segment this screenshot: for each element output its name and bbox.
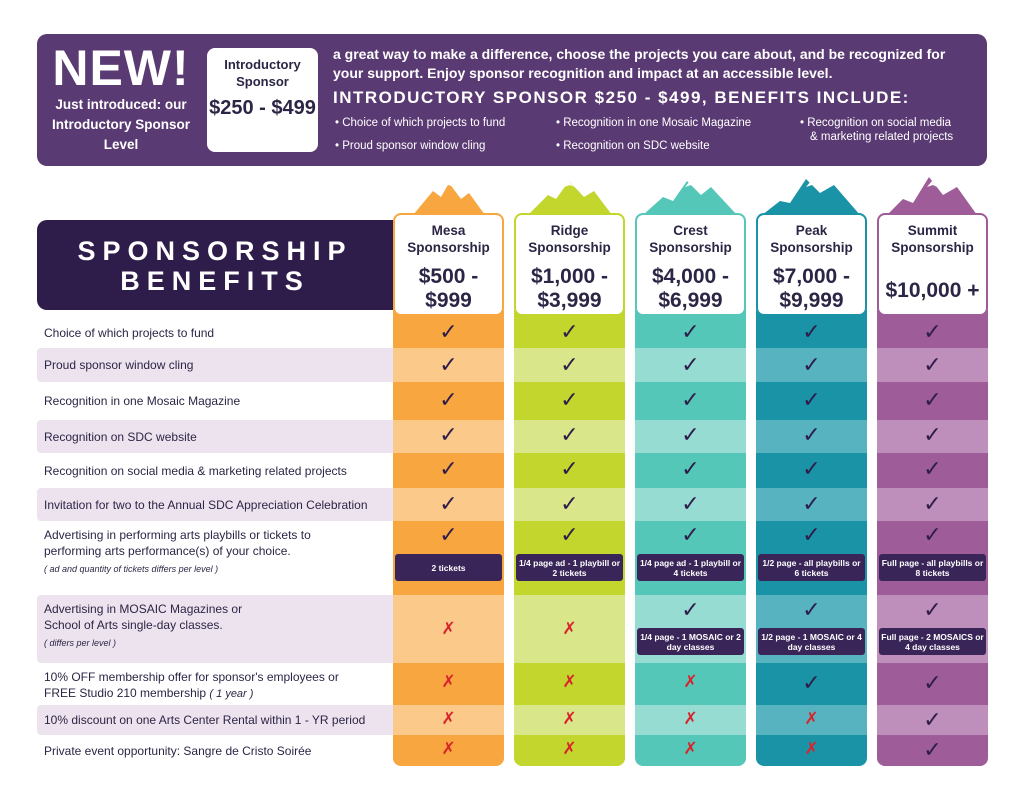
check-icon: ✓ bbox=[439, 522, 458, 547]
check-icon: ✓ bbox=[560, 522, 579, 547]
check-icon: ✓ bbox=[560, 491, 579, 516]
benefit-detail-tag: 1/4 page - 1 MOSAIC or 2 day classes bbox=[637, 628, 744, 655]
benefit-detail-tag: Full page - 2 MOSAICS or 4 day classes bbox=[879, 628, 986, 655]
check-icon: ✓ bbox=[802, 670, 821, 695]
check-icon: ✓ bbox=[681, 491, 700, 516]
tier-name: Summit Sponsorship bbox=[891, 223, 974, 255]
check-icon: ✓ bbox=[923, 670, 942, 695]
intro-bullet: • Choice of which projects to fund bbox=[335, 116, 505, 130]
x-icon: ✗ bbox=[562, 739, 577, 758]
row-label-line: Proud sponsor window cling bbox=[44, 358, 194, 372]
benefits-title-line2: BENEFITS bbox=[120, 266, 310, 296]
check-icon: ✓ bbox=[923, 319, 942, 344]
tier-name: Peak Sponsorship bbox=[770, 223, 853, 255]
row-label bbox=[44, 527, 384, 577]
check-icon: ✓ bbox=[560, 456, 579, 481]
row-label-line: Private event opportunity: Sangre de Cristo Soirée bbox=[44, 744, 312, 758]
check-icon: ✓ bbox=[802, 387, 821, 412]
tier-price: $500 - $999 bbox=[418, 265, 479, 312]
check-icon: ✓ bbox=[560, 387, 579, 412]
mountain-icon bbox=[393, 173, 504, 215]
row-label bbox=[44, 357, 384, 373]
benefits-title bbox=[37, 236, 393, 296]
row-label-text: FREE Studio 210 membership bbox=[44, 686, 207, 700]
tier-price: $10,000 + bbox=[885, 279, 980, 302]
check-icon: ✓ bbox=[681, 597, 700, 622]
check-icon: ✓ bbox=[560, 319, 579, 344]
check-icon: ✓ bbox=[802, 422, 821, 447]
intro-sponsor-price: $250 - $499 bbox=[209, 97, 316, 119]
mountain-icon bbox=[635, 173, 746, 215]
mountain-icon bbox=[877, 173, 988, 215]
x-icon: ✗ bbox=[683, 672, 698, 691]
check-icon: ✓ bbox=[802, 522, 821, 547]
row-label-line: Invitation for two to the Annual SDC Appreciation Celebration bbox=[44, 498, 368, 512]
check-icon: ✓ bbox=[802, 319, 821, 344]
check-icon: ✓ bbox=[923, 422, 942, 447]
benefits-title-line1: SPONSORSHIP bbox=[77, 236, 353, 266]
check-icon: ✓ bbox=[923, 522, 942, 547]
benefit-detail-tag: 2 tickets bbox=[395, 554, 502, 581]
intro-description: a great way to make a difference, choose the projects you care about, and be recognized for your support. Enjoy sponsor recognition and impact at an accessible level. bbox=[333, 46, 946, 81]
check-icon: ✓ bbox=[923, 387, 942, 412]
check-icon: ✓ bbox=[802, 597, 821, 622]
check-icon: ✓ bbox=[560, 352, 579, 377]
x-icon: ✗ bbox=[441, 619, 456, 638]
row-label bbox=[44, 669, 384, 702]
row-note: ( differs per level ) bbox=[44, 638, 117, 648]
check-icon: ✓ bbox=[439, 352, 458, 377]
intro-bullet: • Recognition on SDC website bbox=[556, 139, 710, 153]
row-label-line: Recognition on SDC website bbox=[44, 430, 197, 444]
mountain-icon bbox=[756, 173, 867, 215]
row-label-line bbox=[44, 685, 384, 702]
row-label-line: 10% discount on one Arts Center Rental within 1 - YR period bbox=[44, 713, 366, 727]
check-icon: ✓ bbox=[681, 387, 700, 412]
x-icon: ✗ bbox=[562, 709, 577, 728]
x-icon: ✗ bbox=[562, 619, 577, 638]
check-icon: ✓ bbox=[923, 456, 942, 481]
check-icon: ✓ bbox=[681, 522, 700, 547]
x-icon: ✗ bbox=[441, 672, 456, 691]
benefit-detail-tag: 1/2 page - 1 MOSAIC or 4 day classes bbox=[758, 628, 865, 655]
check-icon: ✓ bbox=[923, 352, 942, 377]
new-label: NEW! bbox=[52, 40, 190, 96]
check-icon: ✓ bbox=[923, 737, 942, 762]
row-label-line bbox=[44, 617, 384, 633]
x-icon: ✗ bbox=[441, 739, 456, 758]
row-label-line: 10% OFF membership offer for sponsor's employees or bbox=[44, 670, 339, 684]
check-icon: ✓ bbox=[681, 422, 700, 447]
row-label bbox=[44, 463, 384, 479]
row-note: ( ad and quantity of tickets differs per level ) bbox=[44, 564, 219, 574]
row-label-text: School of Arts single-day classes. bbox=[44, 618, 223, 632]
tier-name: Mesa Sponsorship bbox=[407, 223, 490, 255]
x-icon: ✗ bbox=[804, 709, 819, 728]
row-label bbox=[44, 429, 384, 445]
row-label bbox=[44, 712, 384, 728]
tier-price: $7,000 - $9,999 bbox=[772, 265, 851, 312]
row-label bbox=[44, 601, 384, 651]
row-label-line: Advertising in performing arts playbills or tickets to bbox=[44, 528, 311, 542]
row-label bbox=[44, 743, 384, 759]
mountain-icon bbox=[514, 173, 625, 215]
check-icon: ✓ bbox=[439, 387, 458, 412]
tier-price: $1,000 - $3,999 bbox=[530, 265, 609, 312]
check-icon: ✓ bbox=[681, 319, 700, 344]
row-note: ( 1 year ) bbox=[209, 688, 254, 700]
tier-name: Crest Sponsorship bbox=[649, 223, 732, 255]
intro-sponsor-label: Introductory Sponsor bbox=[224, 57, 301, 89]
row-label bbox=[44, 393, 384, 409]
check-icon: ✓ bbox=[923, 597, 942, 622]
check-icon: ✓ bbox=[923, 707, 942, 732]
row-label-line: Recognition in one Mosaic Magazine bbox=[44, 394, 241, 408]
row-label-line: Advertising in MOSAIC Magazines or bbox=[44, 602, 243, 616]
row-label-text: performing arts performance(s) of your choice. bbox=[44, 544, 291, 558]
check-icon: ✓ bbox=[439, 422, 458, 447]
intro-bullet: • Recognition on social media bbox=[800, 116, 951, 130]
check-icon: ✓ bbox=[560, 422, 579, 447]
benefit-detail-tag: 1/4 page ad - 1 playbill or 4 tickets bbox=[637, 554, 744, 581]
intro-bullet: • Recognition in one Mosaic Magazine bbox=[556, 116, 751, 130]
x-icon: ✗ bbox=[683, 709, 698, 728]
intro-benefits-heading: INTRODUCTORY SPONSOR $250 - $499, BENEFITS INCLUDE: bbox=[333, 88, 910, 107]
check-icon: ✓ bbox=[923, 491, 942, 516]
check-icon: ✓ bbox=[681, 352, 700, 377]
intro-bullet-continued: & marketing related projects bbox=[810, 131, 954, 143]
row-label bbox=[44, 497, 384, 513]
check-icon: ✓ bbox=[439, 491, 458, 516]
row-label bbox=[44, 325, 384, 341]
x-icon: ✗ bbox=[683, 739, 698, 758]
x-icon: ✗ bbox=[562, 672, 577, 691]
row-label-line: Choice of which projects to fund bbox=[44, 326, 215, 340]
benefit-detail-tag: Full page - all playbills or 8 tickets bbox=[879, 554, 986, 581]
check-icon: ✓ bbox=[802, 352, 821, 377]
check-icon: ✓ bbox=[802, 456, 821, 481]
intro-bullet: • Proud sponsor window cling bbox=[335, 139, 485, 153]
row-label-line bbox=[44, 543, 384, 559]
x-icon: ✗ bbox=[804, 739, 819, 758]
check-icon: ✓ bbox=[439, 319, 458, 344]
benefit-detail-tag: 1/2 page - all playbills or 6 tickets bbox=[758, 554, 865, 581]
tier-price: $4,000 - $6,999 bbox=[651, 265, 730, 312]
benefit-detail-tag: 1/4 page ad - 1 playbill or 2 tickets bbox=[516, 554, 623, 581]
check-icon: ✓ bbox=[802, 491, 821, 516]
row-label-line: Recognition on social media & marketing related projects bbox=[44, 464, 347, 478]
x-icon: ✗ bbox=[441, 709, 456, 728]
check-icon: ✓ bbox=[681, 456, 700, 481]
new-subtitle: Just introduced: our Introductory Sponsor Level bbox=[52, 97, 190, 152]
check-icon: ✓ bbox=[439, 456, 458, 481]
tier-name: Ridge Sponsorship bbox=[528, 223, 611, 255]
